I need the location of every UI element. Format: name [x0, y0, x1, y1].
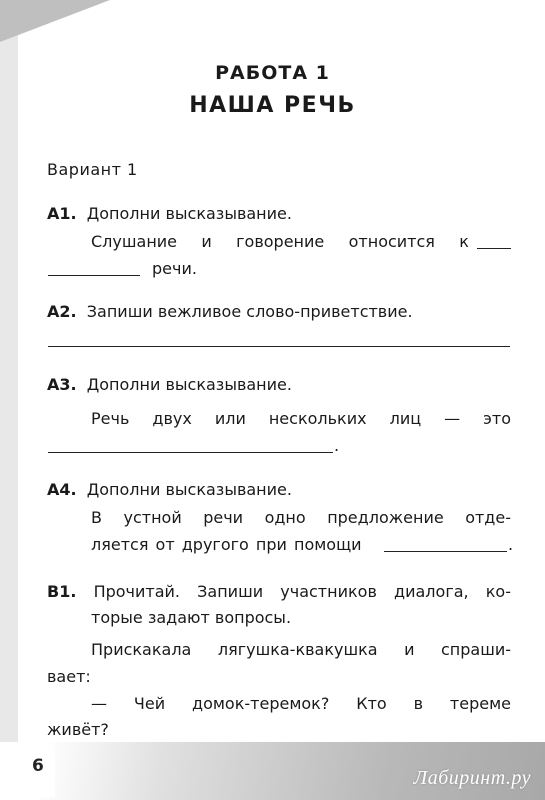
word: относится	[348, 232, 435, 251]
task-a4-period: .	[508, 535, 514, 554]
word: В	[91, 508, 102, 527]
word: в	[413, 694, 424, 713]
task-a1-instruction: Дополни высказывание.	[86, 204, 292, 223]
page-subtitle: НАША РЕЧЬ	[189, 93, 356, 118]
word: лягушка-квакушка	[217, 640, 378, 659]
task-b1-instruction-line2: торые задают вопросы.	[91, 608, 292, 627]
word: или	[214, 409, 246, 428]
answer-blank-a1-part2[interactable]	[48, 275, 140, 276]
word: Речь	[91, 409, 130, 428]
task-a2-instruction: Запиши вежливое слово-приветствие.	[86, 302, 413, 321]
task-a4-instruction: Дополни высказывание.	[86, 480, 292, 499]
task-a3-text-line1	[91, 409, 511, 428]
answer-blank-a4[interactable]	[384, 551, 507, 552]
task-a4	[47, 480, 292, 499]
task-a1	[47, 204, 292, 223]
word: и	[201, 232, 212, 251]
word: домок-теремок?	[192, 694, 330, 713]
word: тереме	[449, 694, 511, 713]
word: двух	[152, 409, 192, 428]
word: лиц	[389, 409, 422, 428]
word: речи	[203, 508, 244, 527]
task-a3	[47, 375, 292, 394]
word: ко-	[485, 582, 511, 601]
word: к	[459, 232, 469, 251]
answer-blank-a3[interactable]	[48, 452, 333, 453]
task-b1-text-line1	[91, 640, 511, 659]
word: —	[444, 409, 461, 428]
task-a3-label: А3.	[47, 375, 77, 394]
task-b1-instruction-line1	[47, 582, 511, 601]
task-a4-text-line1	[91, 508, 511, 527]
task-a4-label: А4.	[47, 480, 77, 499]
word: диалога,	[394, 582, 469, 601]
task-a3-period: .	[334, 436, 340, 455]
word: спраши-	[440, 640, 511, 659]
word: отде-	[465, 508, 511, 527]
task-b1-text-line2: вает:	[47, 667, 91, 686]
task-b1-text-line3	[91, 694, 511, 713]
word: устной	[123, 508, 182, 527]
corner-decoration-top	[0, 0, 110, 42]
word: предложение	[327, 508, 444, 527]
task-a1-text-line2: речи.	[152, 259, 197, 278]
task-a4-text-line2: ляется от другого при помощи	[91, 535, 362, 554]
task-a3-instruction: Дополни высказывание.	[86, 375, 292, 394]
task-a2	[47, 302, 413, 321]
word: Прочитай.	[93, 582, 180, 601]
task-b1-text-line4: живёт?	[47, 720, 109, 739]
task-a1-label: А1.	[47, 204, 77, 223]
word: нескольких	[268, 409, 367, 428]
left-margin-band	[0, 0, 18, 800]
word: Кто	[356, 694, 387, 713]
word: одно	[264, 508, 306, 527]
word: Чей	[133, 694, 166, 713]
task-a1-text-line1	[91, 232, 469, 251]
word: Запиши	[197, 582, 264, 601]
word: Прискакала	[91, 640, 192, 659]
watermark: Лабиринт.ру	[413, 767, 531, 789]
word: Слушание	[91, 232, 178, 251]
answer-blank-a1-part1[interactable]	[477, 248, 511, 249]
word: участников	[280, 582, 377, 601]
word: —	[91, 694, 107, 713]
page-number: 6	[32, 756, 44, 776]
word: и	[404, 640, 415, 659]
task-b1-label: В1.	[47, 582, 77, 601]
page-title: РАБОТА 1	[215, 62, 330, 84]
word: это	[483, 409, 511, 428]
word: говорение	[236, 232, 325, 251]
variant-label: Вариант 1	[47, 160, 138, 179]
task-a2-label: А2.	[47, 302, 77, 321]
answer-blank-a2[interactable]	[48, 346, 510, 347]
